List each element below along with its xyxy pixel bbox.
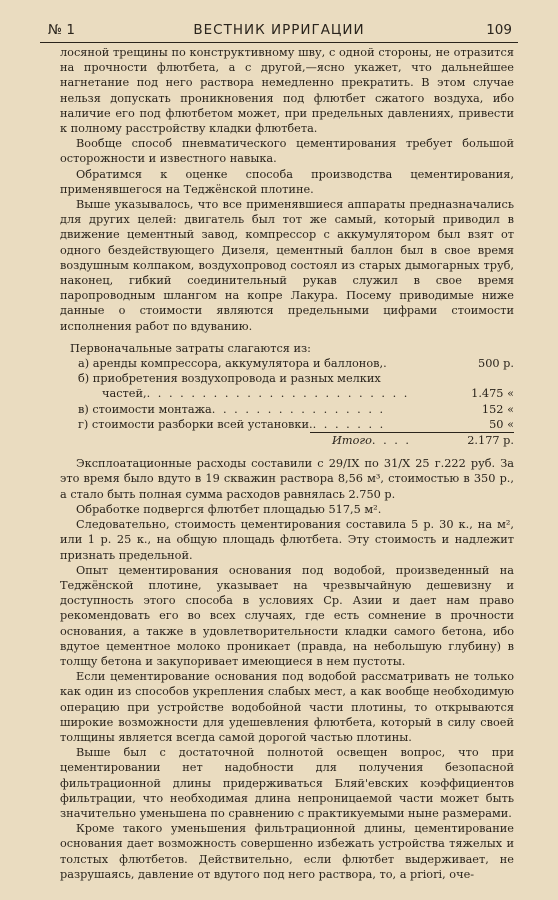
paragraph: Обратимся к оценке способа производства цементирования, применявшегося на Теджёнской плотине.: [60, 167, 514, 196]
cost-dots: . . . . . . .: [312, 417, 386, 431]
journal-title: ВЕСТНИК ИРРИГАЦИИ: [193, 22, 365, 38]
cost-total-row: [60, 433, 514, 448]
cost-label: в) стоимости монтажа: [78, 402, 212, 416]
issue-number: № 1: [48, 22, 75, 38]
paragraph: Кроме такого уменьшения фильтрационной длины, цементирование основания дает возможность совершенно избежать устройства тяжелых и толстых флютбетов. Действительно, если флютбет выдерживает, не разрушаясь, давление от вдутого под него раствора, то, a priori, оче-: [60, 822, 514, 881]
total-label: Итого: [332, 434, 372, 448]
cost-label: г) стоимости разборки всей установки.: [78, 417, 313, 431]
paragraph: Обработке подвергся флютбет площадью 517,5 м².: [76, 502, 382, 516]
cost-table: [60, 341, 514, 448]
article-body: [60, 45, 514, 882]
cost-dots: . . . . . . . . . . . . . . . . . . . . . . . .: [146, 387, 410, 401]
cost-label: б) приобретения воздухопровода и разных мелких: [78, 372, 381, 386]
cost-intro: Первоначальные затраты слагаются из:: [70, 341, 311, 355]
paragraph: Следовательно, стоимость цементирования составила 5 р. 30 к., на м², или 1 р. 25 к., на общую площадь флютбета. Эту стоимость и надлежит признать предельной.: [60, 518, 514, 562]
paragraph: Вообще способ пневматического цементирования требует большой осторожности и известного навыка.: [60, 137, 514, 166]
total-value: 2.177 р.: [467, 434, 514, 448]
paragraph: Выше был с достаточной полнотой освещен вопрос, что при цементировании нет надобности для получения безопасной фильтрационной длины придерживаться Бляй'евских коэффициентов фильтрации, что необходимая длина непроницаемой части может быть значительно уменьшена по сравнению с практикуемыми ныне размерами.: [60, 746, 514, 820]
cost-value: 50 «: [489, 417, 514, 431]
cost-value: 1.475 «: [471, 387, 514, 401]
paragraph: Если цементирование основания под водобой рассматривать не только как один из способов укрепления слабых мест, а как вообще необходимую операцию при устройстве водобойной части плотины, то открываются широкие возможности для удешевления флютбета, который в силу своей толщины является всегда самой дорогой частью плотины.: [60, 670, 514, 744]
cost-value: 152 «: [481, 402, 514, 416]
cost-row: [60, 371, 514, 386]
cost-row: [60, 356, 514, 371]
cost-dots: .: [383, 357, 389, 371]
cost-value: 500 р.: [478, 357, 514, 371]
cost-row: [78, 417, 514, 433]
paragraph: лосяной трещины по конструктивному шву, с одной стороны, не отразится на прочности флютбета, а с другой,—ясно укажет, что дальнейшее нагнетание под него раствора немедленно прекратить. В этом случае нельзя допускать проникновения под флютбет сжатого воздуха, ибо наличие его под флютбетом может, при предельных давлениях, привести к полному расстройству кладки флютбета.: [60, 46, 514, 136]
page-number: 109: [486, 22, 512, 38]
cost-label: а) аренды компрессора, аккумулятора и баллонов,: [78, 357, 384, 371]
cost-row: [60, 402, 514, 417]
paragraph: Опыт цементирования основания под водобой, произведенный на Теджёнской плотине, указывает на чрезвычайную дешевизну и доступность этого способа в условиях Ср. Азии и дает нам право рекомендовать его во всех случаях, где есть сомнение в прочности основания, а также в удовлетворительности кладки самого бетона, ибо вдутое цементное молоко проникает (правда, на небольшую глубину) в толщу бетона и закупоривает имеющиеся в нем пустоты.: [60, 563, 514, 668]
page-header: [40, 20, 518, 43]
total-dots: . . . .: [371, 434, 412, 448]
cost-dots: . . . . . . . . . . . . . . . .: [211, 402, 386, 416]
cost-row: [60, 386, 514, 401]
paragraph: Выше указывалось, что все применявшиеся аппараты предназначались для других целей: двигатель был тот же самый, который приводил в движение цементный завод, компрессор с аккумулятором был взят от одного бездействующего Дизеля, цементный баллон был в свое время воздушным колпаком, воздухопровод состоял из старых дымогарных труб, наконец, гибкий соединительный рукав служил в свое время паропроводным шлангом на копре Лакура. Посему приводимые ниже данные о стоимости являются предельными цифрами стоимости исполнения работ по вдуванию.: [60, 198, 514, 333]
paragraph: Эксплоатационные расходы составили с 29/IX по 31/X 25 г.222 руб. За это время было вдуто в 19 скважин раствора 8,56 м³, стоимостью в 350 р., а стало быть полная сумма расходов равнялась 2.750 р.: [60, 457, 514, 501]
cost-label: частей,: [102, 387, 147, 401]
